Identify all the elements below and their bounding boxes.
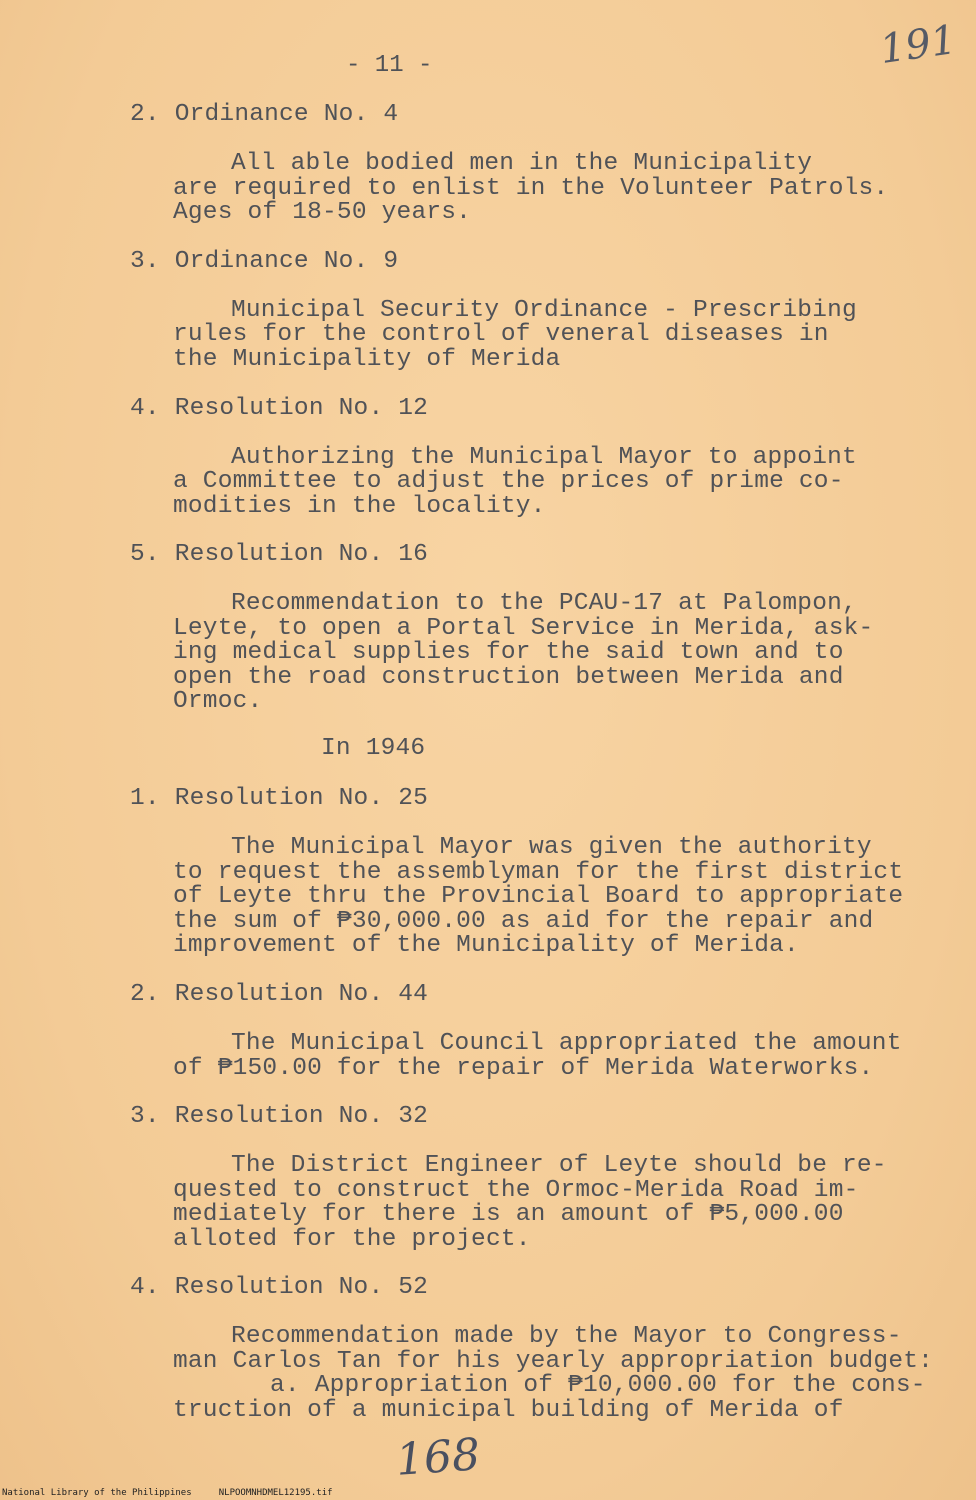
body-line: The District Engineer of Leyte should be re- xyxy=(231,1152,887,1179)
list-heading: 1. Resolution No. 25 xyxy=(130,785,429,812)
body-line: Ormoc. xyxy=(173,688,263,715)
list-heading: 3. Ordinance No. 9 xyxy=(130,248,399,275)
body-line: Municipal Security Ordinance - Prescribing xyxy=(231,297,857,324)
body-line: the Municipality of Merida xyxy=(173,346,561,373)
body-line: truction of a municipal building of Merida of xyxy=(173,1397,844,1424)
page-number: - 11 - xyxy=(346,52,433,79)
list-heading: 5. Resolution No. 16 xyxy=(130,541,429,568)
archive-footer: National Library of the Philippines NLPOOMNHDMEL12195.tif xyxy=(2,1488,333,1498)
body-line: a. Appropriation of ₱10,000.00 for the cons- xyxy=(270,1372,926,1399)
body-line: the sum of ₱30,000.00 as aid for the repair and xyxy=(173,908,874,935)
list-heading: 2. Resolution No. 44 xyxy=(130,981,429,1008)
body-line: ing medical supplies for the said town and to xyxy=(173,639,844,666)
body-line: Leyte, to open a Portal Service in Merida, ask- xyxy=(173,615,874,642)
body-line: alloted for the project. xyxy=(173,1226,531,1253)
section-heading: In 1946 xyxy=(321,735,426,762)
body-line: man Carlos Tan for his yearly appropriation budget: xyxy=(173,1348,934,1375)
body-line: Authorizing the Municipal Mayor to appoint xyxy=(231,444,857,471)
body-line: to request the assemblyman for the first district xyxy=(173,859,904,886)
list-heading: 4. Resolution No. 12 xyxy=(130,395,429,422)
handwritten-folio-number: 191 xyxy=(877,16,960,74)
body-line: The Municipal Council appropriated the amount xyxy=(231,1030,902,1057)
body-line: Recommendation made by the Mayor to Congress- xyxy=(231,1323,902,1350)
body-line: mediately for there is an amount of ₱5,000.00 xyxy=(173,1201,844,1228)
list-heading: 3. Resolution No. 32 xyxy=(130,1103,429,1130)
body-line: of Leyte thru the Provincial Board to appropriate xyxy=(173,883,904,910)
body-line: quested to construct the Ormoc-Merida Road im- xyxy=(173,1177,859,1204)
body-line: modities in the locality. xyxy=(173,493,546,520)
body-line: Ages of 18-50 years. xyxy=(173,199,472,226)
list-heading: 2. Ordinance No. 4 xyxy=(130,101,399,128)
handwritten-page-number: 168 xyxy=(394,1429,482,1486)
list-heading: 4. Resolution No. 52 xyxy=(130,1274,429,1301)
body-line: All able bodied men in the Municipality xyxy=(231,150,813,177)
body-line: open the road construction between Merida and xyxy=(173,664,844,691)
body-line: Recommendation to the PCAU-17 at Palompon, xyxy=(231,590,857,617)
body-line: of ₱150.00 for the repair of Merida Waterworks. xyxy=(173,1055,874,1082)
body-line: rules for the control of veneral diseases in xyxy=(173,321,829,348)
body-line: improvement of the Municipality of Merida. xyxy=(173,932,799,959)
body-line: The Municipal Mayor was given the authority xyxy=(231,834,872,861)
body-line: are required to enlist in the Volunteer Patrols. xyxy=(173,175,889,202)
body-line: a Committee to adjust the prices of prime co- xyxy=(173,468,844,495)
